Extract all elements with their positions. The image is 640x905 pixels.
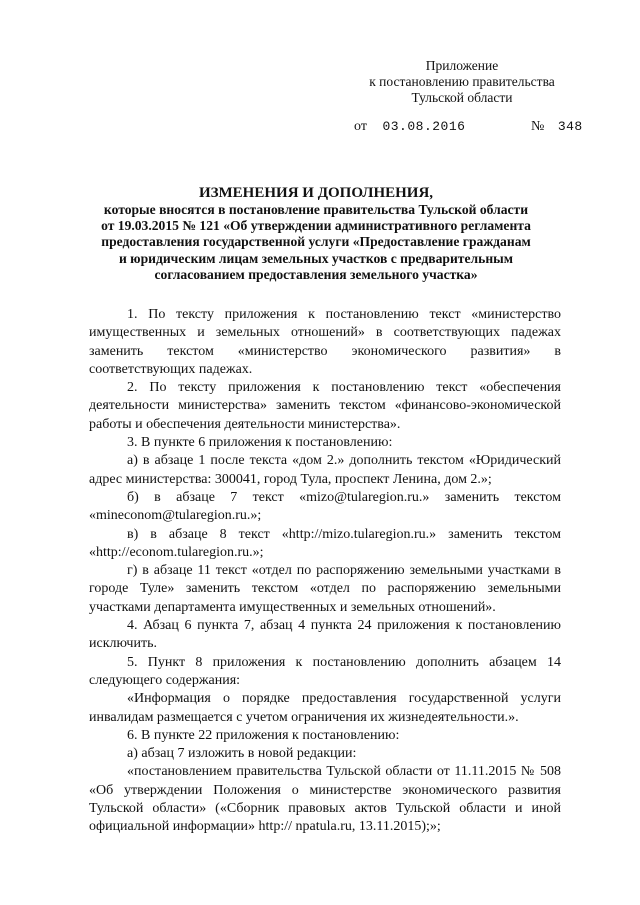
document-body bbox=[89, 306, 561, 837]
paragraph: 5. Пункт 8 приложения к постановлению дополнить абзацем 14 следующего содержания: bbox=[89, 654, 561, 688]
paragraph: «Информация о порядке предоставления государственной услуги инвалидам размещается с учетом ограничения их жизнедеятельности.». bbox=[89, 691, 561, 725]
document-title: ИЗМЕНЕНИЯ И ДОПОЛНЕНИЯ, bbox=[198, 185, 434, 201]
document-heading bbox=[96, 184, 536, 283]
number-label: № bbox=[530, 119, 545, 134]
paragraph: а) абзац 7 изложить в новой редакции: bbox=[127, 746, 357, 762]
paragraph: в) в абзаце 8 текст «http://mizo.tularegion.ru.» заменить текстом «http://econom.tularegion.ru.»; bbox=[89, 526, 561, 560]
paragraph: 2. По тексту приложения к постановлению текст «обеспечения деятельности министерства» заменить текстом «финансово-экономической работы и обеспечения деятельности министерства». bbox=[89, 380, 561, 432]
document-subtitle: которые вносятся в постановление правительства Тульской области от 19.03.2015 № 121 «Об утверждении административного регламента предоставления государственной услуги «Предоставление гражданам и юридическим лицам земельных участков с предварительным согласованием предоставления земельного участка» bbox=[101, 202, 531, 282]
from-label: от bbox=[354, 119, 367, 134]
paragraph: 1. По тексту приложения к постановлению текст «министерство имущественных и земельных отношений» в соответствующих падежах заменить текстом «министерство экономического развития» в соответствующих падежах. bbox=[89, 307, 561, 377]
paragraph: 4. Абзац 6 пункта 7, абзац 4 пункта 24 приложения к постановлению исключить. bbox=[89, 618, 561, 652]
appendix-line: Приложение bbox=[425, 58, 499, 73]
decree-number: 348 bbox=[557, 119, 583, 134]
decree-reference bbox=[354, 119, 583, 135]
appendix-line: к постановлению правительства bbox=[369, 74, 555, 89]
decree-date: 03.08.2016 bbox=[382, 119, 466, 134]
appendix-block bbox=[352, 58, 572, 106]
paragraph: «постановлением правительства Тульской области от 11.11.2015 № 508 «Об утверждении Положения о министерстве экономического развития Тульской области» («Сборник правовых актов Тульской области и иной официальной информации» http:// npatula.ru, 13.11.2015);»; bbox=[89, 764, 561, 835]
paragraph: а) в абзаце 1 после текста «дом 2.» дополнить текстом «Юридический адрес министерства: 300041, город Тула, проспект Ленина, дом 2.»; bbox=[89, 453, 561, 487]
paragraph: г) в абзаце 11 текст «отдел по распоряжению земельными участками в городе Туле» заменить текстом «отдел по распоряжению земельными участками департамента имущественных и земельных отношений». bbox=[89, 563, 561, 615]
paragraph: 3. В пункте 6 приложения к постановлению: bbox=[127, 435, 393, 451]
appendix-line: Тульской области bbox=[411, 90, 513, 105]
paragraph: б) в абзаце 7 текст «mizo@tularegion.ru.» заменить текстом «mineconom@tularegion.ru.»; bbox=[89, 489, 561, 524]
paragraph: 6. В пункте 22 приложения к постановлению: bbox=[127, 727, 400, 743]
